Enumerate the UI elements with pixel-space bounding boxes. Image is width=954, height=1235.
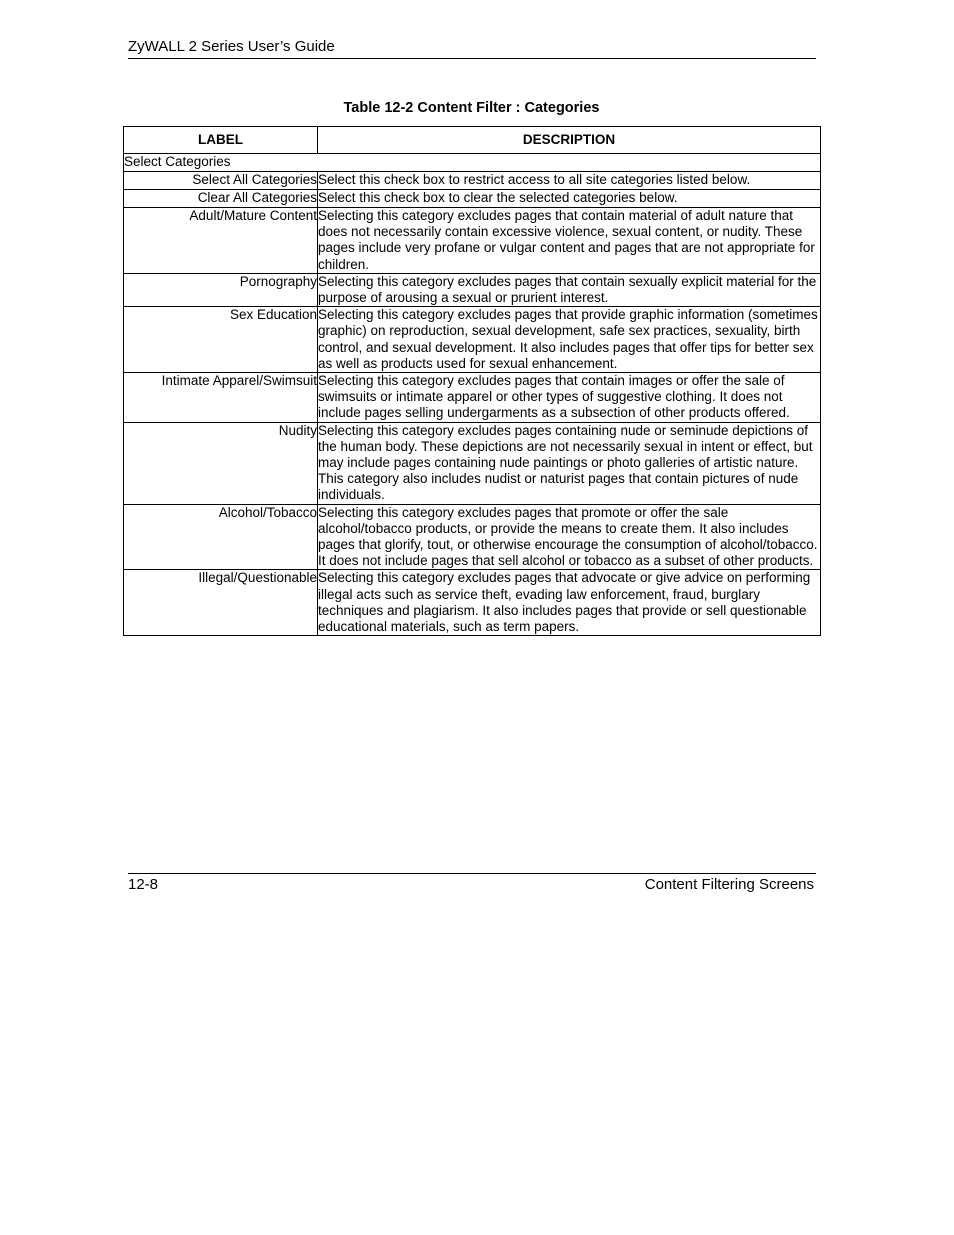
section-row	[124, 154, 821, 172]
row-description: Selecting this category excludes pages that contain material of adult nature that does not necessarily contain excessive violence, sexual content, or nudity. These pages include very profane or vulgar content and pages that are not appropriate for children.	[318, 208, 821, 274]
table-row	[124, 190, 821, 208]
description-column-header: DESCRIPTION	[318, 127, 821, 154]
row-label: Clear All Categories	[124, 190, 318, 208]
row-description: Selecting this category excludes pages containing nude or seminude depictions of the human body. These depictions are not necessarily sexual in intent or effect, but may include pages containing nude paintings or photo galleries of artistic nature. This category also includes nudist or naturist pages that contain pictures of nude individuals.	[318, 422, 821, 504]
row-label: Intimate Apparel/Swimsuit	[124, 373, 318, 423]
table-row	[124, 307, 821, 373]
page-header	[128, 37, 816, 59]
row-label: Nudity	[124, 422, 318, 504]
row-description: Selecting this category excludes pages that provide graphic information (sometimes graphic) on reproduction, sexual development, safe sex practices, sexuality, birth control, and sexual development. It also includes pages that offer tips for better sex as well as products used for sexual enhancement.	[318, 307, 821, 373]
page-footer	[128, 873, 816, 893]
table-row	[124, 570, 821, 636]
page-number: 12-8	[128, 876, 159, 893]
table-caption: Table 12-2 Content Filter : Categories	[343, 100, 600, 116]
row-label: Adult/Mature Content	[124, 208, 318, 274]
section-label: Select Categories	[124, 154, 821, 172]
row-label: Alcohol/Tobacco	[124, 504, 318, 570]
chapter-title: Content Filtering Screens	[644, 876, 814, 893]
table-row	[124, 422, 821, 504]
table-row	[124, 172, 821, 190]
table-row	[124, 504, 821, 570]
row-label: Select All Categories	[124, 172, 318, 190]
row-description: Selecting this category excludes pages that contain sexually explicit material for the purpose of arousing a sexual or prurient interest.	[318, 273, 821, 306]
row-description: Select this check box to restrict access to all site categories listed below.	[318, 172, 821, 190]
document-title: ZyWALL 2 Series User’s Guide	[128, 38, 335, 55]
table-row	[124, 373, 821, 423]
row-label: Pornography	[124, 273, 318, 306]
table-row	[124, 208, 821, 274]
label-column-header: LABEL	[124, 127, 318, 154]
row-description: Selecting this category excludes pages that contain images or offer the sale of swimsuits or intimate apparel or other types of suggestive clothing. It does not include pages selling undergarments as a subsection of other products offered.	[318, 373, 821, 423]
row-description: Selecting this category excludes pages that advocate or give advice on performing illegal acts such as service theft, evading law enforcement, fraud, burglary techniques and plagiarism. It also includes pages that provide or sell questionable educational materials, such as term papers.	[318, 570, 821, 636]
row-description: Selecting this category excludes pages that promote or offer the sale alcohol/tobacco products, or provide the means to create them. It also includes pages that glorify, tout, or otherwise encourage the consumption of alcohol/tobacco. It does not include pages that sell alcohol or tobacco as a subset of other products.	[318, 504, 821, 570]
categories-table	[123, 126, 821, 636]
table-header-row	[124, 127, 821, 154]
row-label: Illegal/Questionable	[124, 570, 318, 636]
row-label: Sex Education	[124, 307, 318, 373]
row-description: Select this check box to clear the selected categories below.	[318, 190, 821, 208]
table-row	[124, 273, 821, 306]
